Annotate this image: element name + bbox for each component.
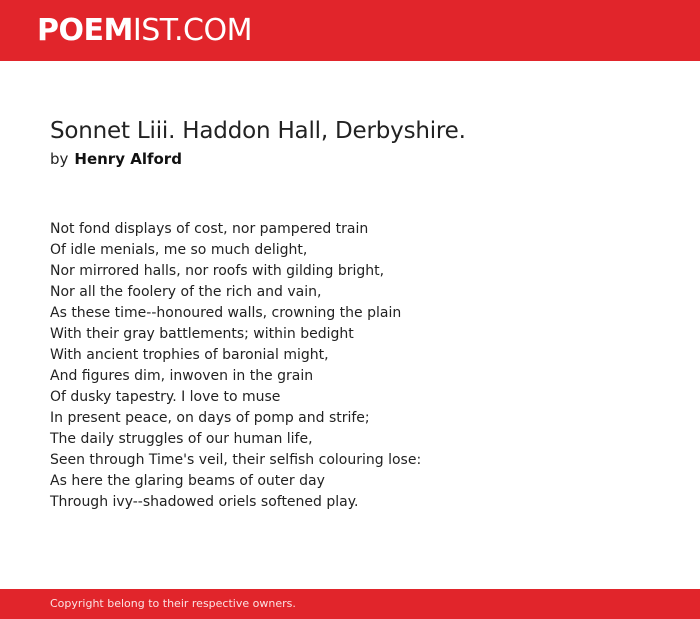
poem-line: And figures dim, inwoven in the grain xyxy=(50,368,314,384)
site-footer xyxy=(0,589,700,619)
author-link[interactable]: Henry Alford xyxy=(74,150,182,168)
poem-line: With their gray battlements; within bedight xyxy=(50,326,354,342)
poem-line: The daily struggles of our human life, xyxy=(50,431,313,447)
poem-line: Through ivy--shadowed oriels softened play. xyxy=(50,494,359,510)
logo-wordmark xyxy=(37,9,252,53)
poem-line: In present peace, on days of pomp and strife; xyxy=(50,410,370,426)
site-logo-link[interactable] xyxy=(18,9,252,53)
poem-line: Of idle menials, me so much delight, xyxy=(50,242,308,258)
copyright-notice: Copyright belong to their respective owners. xyxy=(50,597,296,610)
poem-line: Nor all the foolery of the rich and vain, xyxy=(50,284,322,300)
logo-wordmark-bold: POEM xyxy=(37,13,133,48)
poem-line: As these time--honoured walls, crowning the plain xyxy=(50,305,402,321)
poem-line: Of dusky tapestry. I love to muse xyxy=(50,389,281,405)
site-header xyxy=(0,0,700,61)
poem-line: With ancient trophies of baronial might, xyxy=(50,347,329,363)
logo-wordmark-light: IST.COM xyxy=(132,13,252,48)
poem-line: Not fond displays of cost, nor pampered train xyxy=(50,221,369,237)
by-label: by xyxy=(50,150,69,168)
poem-line: Seen through Time's veil, their selfish colouring lose: xyxy=(50,452,422,468)
poem-line: As here the glaring beams of outer day xyxy=(50,473,325,489)
poem-text xyxy=(50,219,670,513)
poem-line: Nor mirrored halls, nor roofs with gilding bright, xyxy=(50,263,385,279)
poem-title: Sonnet Liii. Haddon Hall, Derbyshire. xyxy=(50,118,466,144)
poem-byline xyxy=(50,148,182,170)
